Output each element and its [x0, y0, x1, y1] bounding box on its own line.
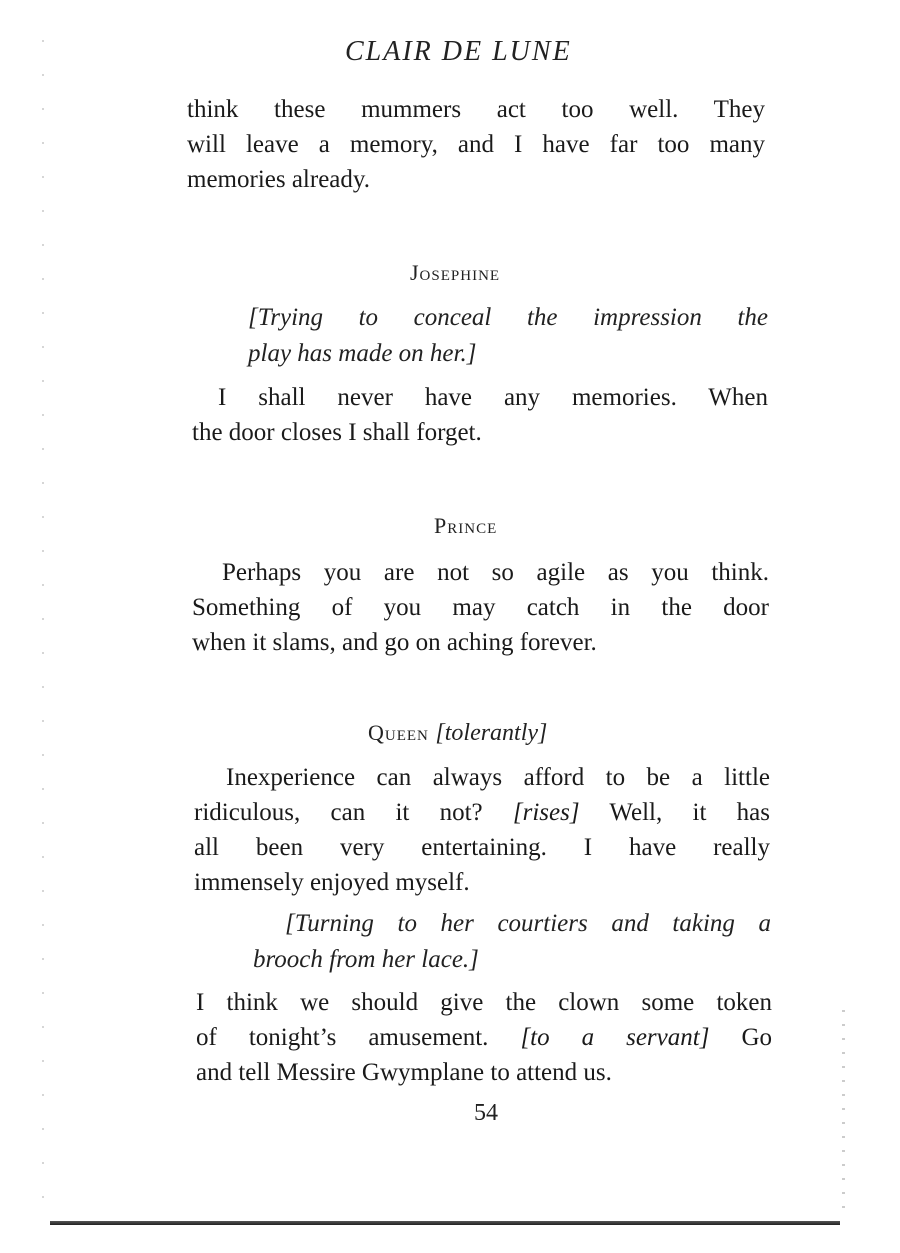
text-line: when it slams, and go on aching forever. [192, 629, 597, 656]
text-line: will leave a memory, and I have far too many [187, 131, 765, 158]
running-head: CLAIR DE LUNE [345, 36, 572, 67]
speech-prince [192, 555, 769, 660]
text-segment: of tonight’s amusement. [196, 1024, 489, 1051]
scan-margin-specks-left [42, 40, 44, 1220]
speaker-queen-heading [368, 720, 547, 747]
text-line: think these mummers act too well. They [187, 96, 765, 123]
text-line: I think we should give the clown some token [196, 989, 772, 1016]
stage-direction-queen [253, 906, 771, 978]
speaker-queen-direction: [tolerantly] [435, 720, 548, 746]
text-line: memories already. [187, 166, 371, 193]
text-line: immensely enjoyed myself. [194, 869, 470, 896]
stage-direction-line: [Turning to her courtiers and taking a [285, 910, 771, 937]
text-segment: Well, it has [609, 799, 770, 826]
speech-josephine [192, 380, 768, 450]
speech-queen-continued [196, 985, 772, 1090]
speaker-josephine: Josephine [410, 260, 501, 285]
text-line: Inexperience can always afford to be a little [226, 764, 770, 791]
text-segment: ridiculous, can it not? [194, 799, 483, 826]
text-line: Something of you may catch in the door [192, 594, 769, 621]
speech-queen [194, 760, 770, 900]
stage-direction-line: brooch from her lace.] [253, 946, 479, 973]
text-line: all been very entertaining. I have really [194, 834, 770, 861]
text-line [194, 795, 770, 830]
page-number: 54 [474, 1100, 498, 1126]
text-segment: Go [741, 1024, 772, 1051]
inline-stage-direction: [to a servant] [520, 1024, 710, 1051]
text-line: I shall never have any memories. When [218, 384, 768, 411]
scan-margin-specks-right [842, 1010, 845, 1210]
stage-direction-josephine [248, 300, 768, 372]
text-line: the door closes I shall forget. [192, 419, 482, 446]
text-line [196, 1020, 772, 1055]
text-line: and tell Messire Gwymplane to attend us. [196, 1059, 612, 1086]
inline-stage-direction: [rises] [512, 799, 580, 826]
intro-paragraph [187, 92, 765, 197]
stage-direction-line: play has made on her.] [248, 340, 477, 367]
bottom-rule [50, 1221, 840, 1225]
speaker-prince: Prince [434, 513, 498, 538]
stage-direction-line: [Trying to conceal the impression the [248, 304, 768, 331]
text-line: Perhaps you are not so agile as you think. [222, 559, 769, 586]
speaker-queen: Queen [368, 720, 429, 745]
